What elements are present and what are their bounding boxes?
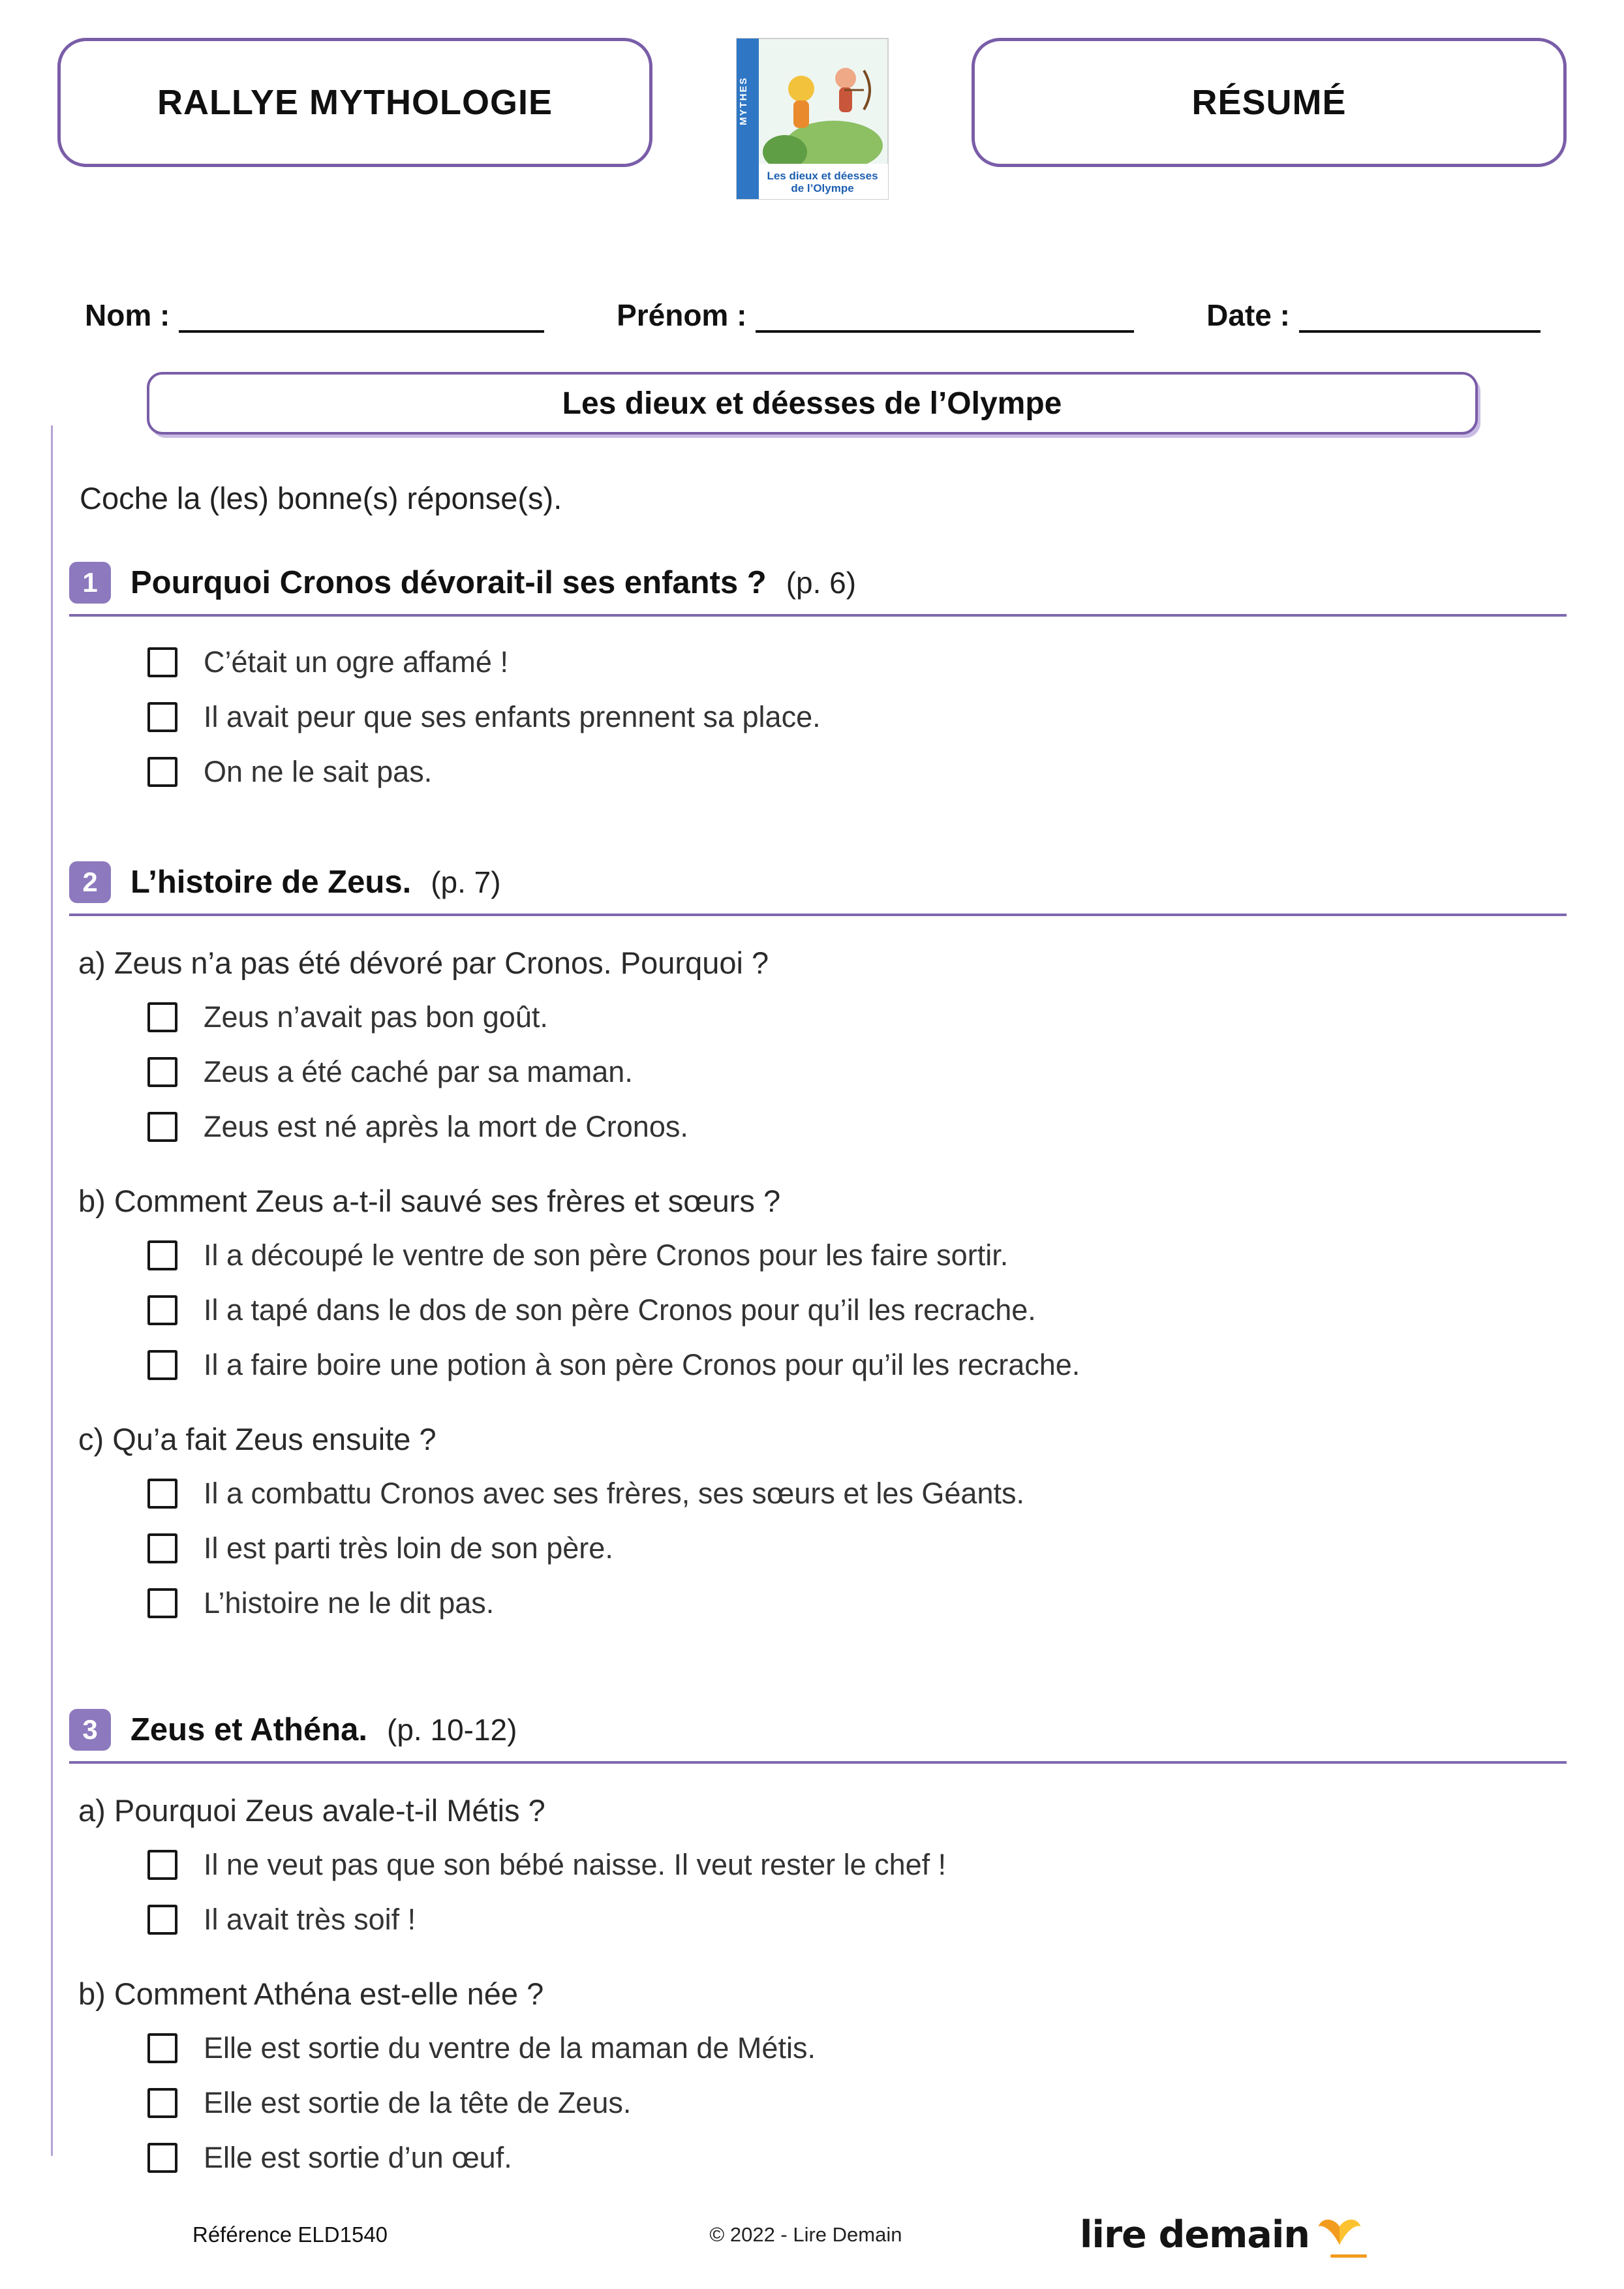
checkbox[interactable] — [147, 2088, 177, 2118]
rallye-title: RALLYE MYTHOLOGIE — [157, 83, 553, 122]
question-2-part-a — [57, 945, 1567, 1154]
question-2-number-badge: 2 — [69, 861, 111, 903]
checkbox[interactable] — [147, 1905, 177, 1935]
date-label: Date : — [1206, 298, 1290, 332]
option-label: C’était un ogre affamé ! — [204, 645, 508, 679]
sub-question-prompt: b) Comment Athéna est-elle née ? — [78, 1976, 544, 2011]
instruction-text: Coche la (les) bonne(s) réponse(s). — [80, 481, 562, 515]
prenom-label: Prénom : — [617, 298, 747, 332]
question-1 — [57, 562, 1567, 799]
worksheet-title: Les dieux et déesses de l’Olympe — [562, 386, 1062, 421]
checkbox[interactable] — [147, 1295, 177, 1325]
question-1-options — [57, 635, 1567, 799]
logo-subtext-mark — [1330, 2254, 1367, 2258]
question-2a-options — [57, 990, 1567, 1154]
answer-option — [147, 1228, 1567, 1283]
book-series-label: MYTHES — [737, 76, 749, 126]
sub-question-prompt: a) Zeus n’a pas été dévoré par Cronos. Pourquoi ? — [78, 945, 769, 980]
option-label: Elle est sortie de la tête de Zeus. — [204, 2086, 632, 2119]
question-2-part-b — [57, 1183, 1567, 1392]
checkbox[interactable] — [147, 647, 177, 677]
question-3 — [57, 1709, 1567, 2185]
option-label: Il est parti très loin de son père. — [204, 1531, 613, 1565]
answer-option — [147, 1466, 1567, 1521]
nom-input-line[interactable] — [179, 301, 544, 333]
publisher-logo-text: lire demain — [1079, 2213, 1310, 2256]
question-2-header — [69, 861, 1567, 916]
question-3-number-badge: 3 — [69, 1709, 111, 1751]
checkbox[interactable] — [147, 1112, 177, 1142]
sub-question-prompt: a) Pourquoi Zeus avale-t-il Métis ? — [78, 1793, 545, 1828]
option-label: Il a découpé le ventre de son père Cronos pour les faire sortir. — [204, 1238, 1009, 1272]
book-cover — [736, 38, 889, 200]
checkbox[interactable] — [147, 1240, 177, 1270]
header — [57, 38, 1567, 200]
answer-option — [147, 1892, 1567, 1947]
question-3-part-b — [57, 1976, 1567, 2185]
option-label: Il ne veut pas que son bébé naisse. Il veut rester le chef ! — [204, 1848, 947, 1881]
footer — [0, 2213, 1624, 2256]
date-field-group — [1206, 298, 1540, 333]
nom-field-group — [85, 298, 544, 333]
date-input-line[interactable] — [1299, 301, 1540, 333]
worksheet-title-box — [147, 372, 1478, 435]
answer-option — [147, 1045, 1567, 1099]
book-cover-caption — [759, 170, 886, 195]
question-3-page-ref: (p. 10-12) — [387, 1713, 517, 1747]
open-book-icon — [1316, 2214, 1363, 2251]
copyright-text: © 2022 - Lire Demain — [709, 2223, 902, 2246]
checkbox[interactable] — [147, 1479, 177, 1509]
publisher-logo — [1080, 2213, 1363, 2256]
answer-option — [147, 1099, 1567, 1154]
checkbox[interactable] — [147, 1588, 177, 1618]
answer-option — [147, 2021, 1567, 2076]
answer-option — [147, 690, 1567, 745]
question-1-title: Pourquoi Cronos dévorait-il ses enfants ? — [130, 565, 767, 600]
answer-option — [147, 1837, 1567, 1892]
option-label: Il a combattu Cronos avec ses frères, ses sœurs et les Géants. — [204, 1477, 1024, 1510]
prenom-input-line[interactable] — [756, 301, 1134, 333]
question-3-part-a — [57, 1792, 1567, 1947]
checkbox[interactable] — [147, 2143, 177, 2173]
answer-option — [147, 2130, 1567, 2185]
option-label: Elle est sortie d’un œuf. — [204, 2141, 512, 2174]
question-2-title: L’histoire de Zeus. — [130, 865, 412, 900]
checkbox[interactable] — [147, 1350, 177, 1380]
book-cover-caption-line2: de l’Olympe — [791, 182, 854, 195]
question-2c-options — [57, 1466, 1567, 1631]
answer-option — [147, 990, 1567, 1045]
option-label: Il avait très soif ! — [204, 1903, 416, 1936]
checkbox[interactable] — [147, 2033, 177, 2063]
option-label: Il a tapé dans le dos de son père Cronos pour qu’il les recrache. — [204, 1293, 1036, 1327]
sub-question-prompt: c) Qu’a fait Zeus ensuite ? — [78, 1422, 437, 1456]
option-label: Elle est sortie du ventre de la maman de Métis. — [204, 2031, 816, 2065]
option-label: On ne le sait pas. — [204, 755, 433, 788]
answer-option — [147, 2076, 1567, 2130]
answer-option — [147, 1338, 1567, 1392]
answer-option — [147, 1576, 1567, 1631]
prenom-field-group — [617, 298, 1134, 333]
left-margin-rule — [51, 425, 53, 2156]
answer-option — [147, 1521, 1567, 1576]
question-1-number-badge: 1 — [69, 562, 111, 604]
answer-option — [147, 635, 1567, 690]
header-box-resume — [972, 38, 1567, 167]
question-2b-options — [57, 1228, 1567, 1392]
option-label: Il a faire boire une potion à son père Cronos pour qu’il les recrache. — [204, 1348, 1080, 1381]
answer-option — [147, 745, 1567, 799]
option-label: Zeus a été caché par sa maman. — [204, 1055, 633, 1088]
nom-label: Nom : — [85, 298, 170, 332]
answer-option — [147, 1283, 1567, 1338]
question-1-header — [69, 562, 1567, 617]
checkbox[interactable] — [147, 1057, 177, 1087]
question-2-page-ref: (p. 7) — [431, 865, 501, 899]
option-label: Il avait peur que ses enfants prennent sa place. — [204, 700, 821, 733]
option-label: Zeus n’avait pas bon goût. — [204, 1000, 548, 1034]
book-cover-caption-line1: Les dieux et déesses — [767, 169, 878, 182]
question-1-page-ref: (p. 6) — [786, 566, 857, 600]
identity-row — [85, 298, 1540, 333]
checkbox[interactable] — [147, 757, 177, 787]
checkbox[interactable] — [147, 702, 177, 732]
question-3b-options — [57, 2021, 1567, 2185]
header-box-rallye — [57, 38, 652, 167]
checkbox[interactable] — [147, 1533, 177, 1563]
question-2 — [57, 861, 1567, 1631]
sub-question-prompt: b) Comment Zeus a-t-il sauvé ses frères et sœurs ? — [78, 1184, 781, 1218]
option-label: Zeus est né après la mort de Cronos. — [204, 1110, 688, 1143]
question-3-header — [69, 1709, 1567, 1764]
reference-code: Référence ELD1540 — [192, 2222, 388, 2247]
resume-title: RÉSUMÉ — [1191, 83, 1347, 122]
checkbox[interactable] — [147, 1002, 177, 1032]
question-2-part-c — [57, 1421, 1567, 1631]
checkbox[interactable] — [147, 1850, 177, 1880]
question-3-title: Zeus et Athéna. — [130, 1712, 368, 1747]
question-3a-options — [57, 1837, 1567, 1947]
option-label: L’histoire ne le dit pas. — [204, 1586, 495, 1620]
